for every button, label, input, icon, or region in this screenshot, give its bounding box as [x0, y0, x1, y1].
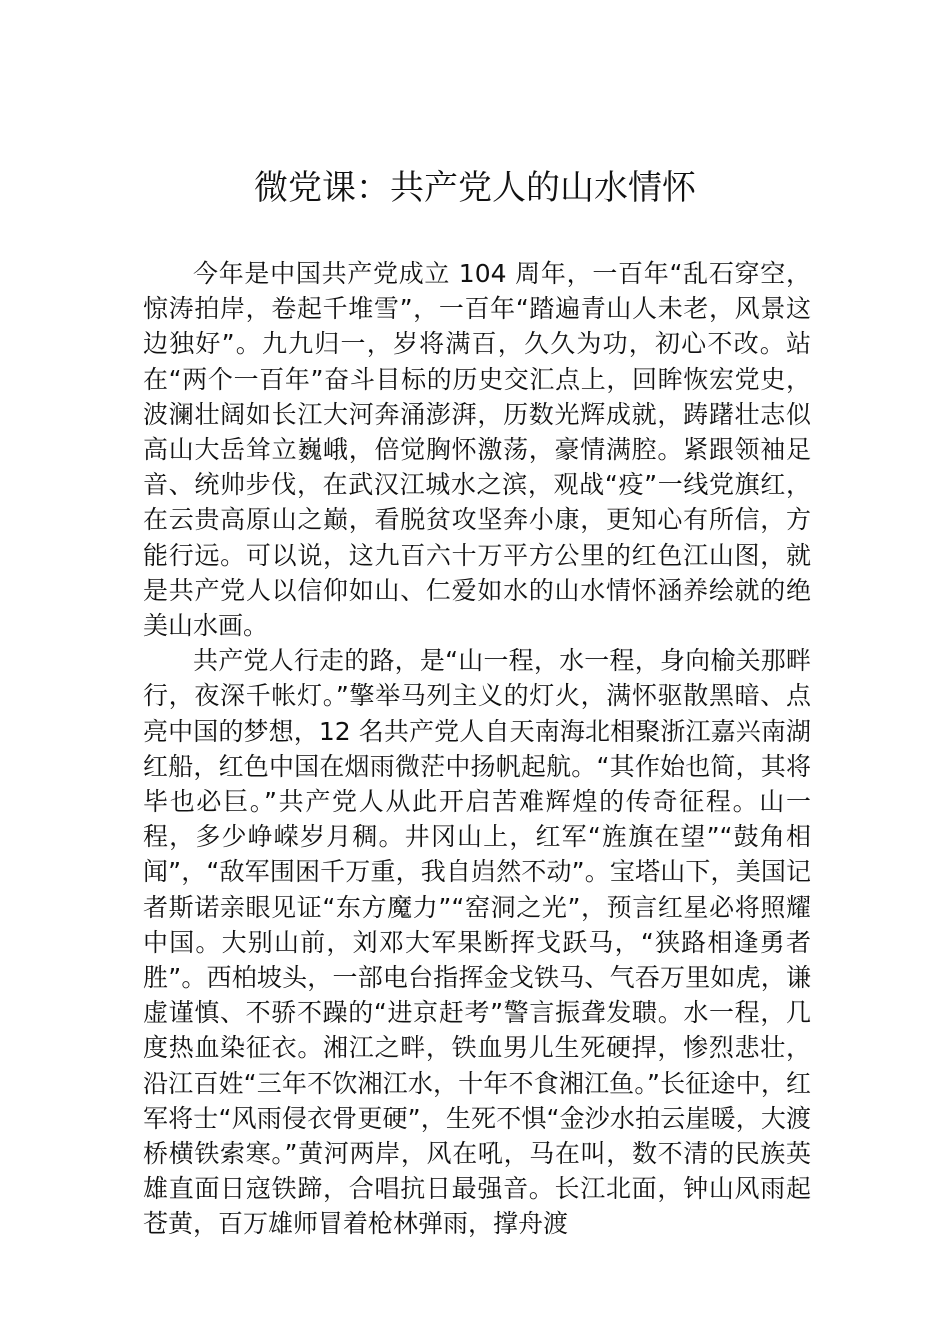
paragraph-1: 今年是中国共产党成立 104 周年，一百年“乱石穿空，惊涛拍岸，卷起千堆雪”，一百年“踏遍青山人未老，风景这边独好”。九九归一，岁将满百，久久为功，初心不改。站在“两个一百年”奋斗目标的历史交汇点上，回眸恢宏党史，波澜壮阔如长江大河奔涌澎湃，历数光辉成就，踌躇壮志似高山大岳耸立巍峨，倍觉胸怀激荡，豪情满腔。紧跟领袖足音、统帅步伐，在武汉江城水之滨，观战“疫”一线党旗红，在云贵高原山之巅，看脱贫攻坚奔小康，更知心有所信，方能行远。可以说，这九百六十万平方公里的红色江山图，就是共产党人以信仰如山、仁爱如水的山水情怀涵养绘就的绝美山水画。: [143, 259, 811, 641]
document-body: [143, 256, 811, 1242]
document-title: 微党课：共产党人的山水情怀: [254, 168, 696, 208]
paragraph-2: 共产党人行走的路，是“山一程，水一程，身向榆关那畔行，夜深千帐灯。”擎举马列主义的灯火，满怀驱散黑暗、点亮中国的梦想，12 名共产党人自天南海北相聚浙江嘉兴南湖红船，红色中国在烟雨微茫中扬帆起航。“其作始也简，其将毕也必巨。”共产党人从此开启苦难辉煌的传奇征程。山一程，多少峥嵘岁月稠。井冈山上，红军“旌旗在望”“鼓角相闻”，“敌军围困千万重，我自岿然不动”。宝塔山下，美国记者斯诺亲眼见证“东方魔力”“窑洞之光”，预言红星必将照耀中国。大别山前，刘邓大军果断挥戈跃马，“狭路相逢勇者胜”。西柏坡头，一部电台指挥金戈铁马、气吞万里如虎，谦虚谨慎、不骄不躁的“进京赶考”警言振聋发聩。水一程，几度热血染征衣。湘江之畔，铁血男儿生死硬捍，惨烈悲壮，沿江百姓“三年不饮湘江水，十年不食湘江鱼。”长征途中，红军将士“风雨侵衣骨更硬”，生死不惧“金沙水拍云崖暖，大渡桥横铁索寒。”黄河两岸，风在吼，马在叫，数不清的民族英雄直面日寇铁蹄，合唱抗日最强音。长江北面，钟山风雨起苍黄，百万雄师冒着枪林弹雨，撑舟渡: [143, 646, 811, 1239]
